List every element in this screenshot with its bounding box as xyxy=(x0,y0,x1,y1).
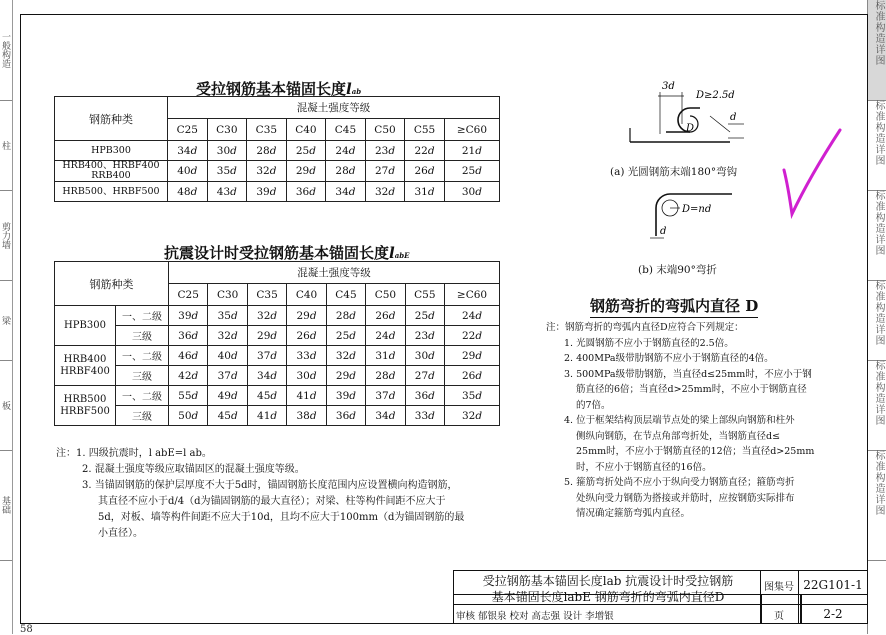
cell-value: 22d xyxy=(461,329,483,342)
grade-header: C40 xyxy=(287,284,326,306)
grade-header: C30 xyxy=(208,284,247,306)
note-line: 2. 混凝土强度等级应取锚固区的混凝土强度等级。 xyxy=(82,464,305,475)
bend-note-line: 25mm时，不应小于钢筋直径的12倍；当直径d>25mm xyxy=(576,446,815,457)
table-cell xyxy=(445,306,500,326)
cell-value: 23d xyxy=(374,144,396,157)
atlas-label: 图集号 xyxy=(764,582,794,593)
dim-D: D xyxy=(686,123,695,134)
table-cell xyxy=(326,306,365,326)
note-line: 其直径不应小于d/4（d为锚固钢筋的最大直径）；对梁、柱等构件间距不应大于 xyxy=(98,496,446,507)
table-cell xyxy=(445,366,500,386)
table-cell xyxy=(326,366,365,386)
rebar-type: HRB400 HRBF400 xyxy=(55,346,116,386)
cell-value: 27d xyxy=(414,369,435,382)
table-cell xyxy=(405,346,444,366)
note-line: 5d，对板、墙等构件间距不应大于10d，且均不应大于100mm（d为锚固钢筋的最 xyxy=(98,512,465,523)
cell-value: 35d xyxy=(461,389,483,402)
cell-value: 31d xyxy=(375,349,396,362)
page-number-tb: 2-2 xyxy=(823,607,843,621)
table-cell xyxy=(287,346,326,366)
dim-D-nd: D=nd xyxy=(682,204,712,215)
table-cell xyxy=(168,161,208,182)
cell-value: 25d xyxy=(414,309,435,322)
table-cell xyxy=(247,366,286,386)
table-cell xyxy=(208,346,247,366)
table-cell xyxy=(366,346,405,366)
table-cell xyxy=(208,386,247,406)
rebar-type: HPB300 xyxy=(55,141,168,161)
table-cell xyxy=(208,366,247,386)
table-cell xyxy=(326,346,365,366)
table-cell xyxy=(366,326,405,346)
table-cell xyxy=(286,141,326,161)
table-cell xyxy=(366,406,405,426)
cell-value: 32d xyxy=(461,409,483,422)
cell-value: 21d xyxy=(461,144,482,157)
table2-title-symbol: l xyxy=(389,244,395,262)
table-cell xyxy=(207,182,247,202)
table-cell xyxy=(247,182,287,202)
cell-value: 30d xyxy=(216,144,237,157)
rebar-type: HRB500 HRBF500 xyxy=(55,386,116,426)
cell-value: 22d xyxy=(414,144,435,157)
table2-title-text: 抗震设计时受拉钢筋基本锚固长度 xyxy=(164,244,390,262)
table1-row-header: 钢筋种类 xyxy=(55,97,168,141)
cell-value: 46d xyxy=(178,349,199,362)
bend-note-line: 筋直径的6倍；当直径d>25mm时，不应小于钢筋直径 xyxy=(576,384,807,395)
handwritten-checkmark xyxy=(778,124,848,224)
table-cell xyxy=(405,386,444,406)
cell-value: 40d xyxy=(177,165,198,177)
cell-value: 29d xyxy=(335,369,357,382)
table-cell xyxy=(169,386,208,406)
cell-value: 24d xyxy=(335,144,356,157)
bend-note-line: 情况确定箍筋弯弧内直径。 xyxy=(576,508,691,519)
table-row xyxy=(55,386,500,406)
table1-title-sub: ab xyxy=(351,87,362,96)
cell-value: 29d xyxy=(461,349,483,362)
grade-header: C55 xyxy=(405,284,444,306)
table2-title xyxy=(164,242,409,263)
bend-note-line: 时，不应小于钢筋直径的16倍。 xyxy=(576,461,712,473)
table-cell xyxy=(287,386,326,406)
cell-value: 40d xyxy=(217,349,238,362)
cell-value: 30d xyxy=(296,369,317,382)
cell-value: 39d xyxy=(178,309,199,322)
note-line: 3. 当锚固钢筋的保护层厚度不大于5d时，锚固钢筋长度范围内应设置横向构造钢筋， xyxy=(82,480,458,491)
table-cell xyxy=(286,161,326,182)
table-cell xyxy=(405,366,444,386)
table-cell xyxy=(405,406,444,426)
table-cell xyxy=(247,346,286,366)
cell-value: 32d xyxy=(335,349,357,362)
cell-value: 34d xyxy=(257,369,278,382)
cell-value: 24d xyxy=(375,329,396,342)
cell-value: 36d xyxy=(335,409,357,422)
table-cell xyxy=(405,141,445,161)
table-cell xyxy=(405,306,444,326)
cell-value: 34d xyxy=(335,185,356,198)
bend-note-line: 4. 位于框架结构顶层端节点处的梁上部纵向钢筋和柱外 xyxy=(564,415,795,426)
cell-value: 26d xyxy=(414,165,435,177)
page-label: 页 xyxy=(774,611,784,622)
right-tab-4[interactable]: 标准构造详图 xyxy=(868,280,886,361)
caption-b: (b) 末端90°弯折 xyxy=(638,264,717,276)
table1-basic-anchorage xyxy=(54,96,500,202)
cell-value: 39d xyxy=(335,389,357,402)
bend-notes xyxy=(546,320,814,522)
table-cell xyxy=(207,141,247,161)
grade-header: C50 xyxy=(365,119,405,141)
left-tab-4[interactable]: 梁 xyxy=(0,280,12,361)
table-cell xyxy=(365,161,405,182)
left-index-strip xyxy=(0,0,13,634)
cell-value: 41d xyxy=(257,409,278,422)
table2-title-sub: abE xyxy=(394,251,410,260)
table-cell xyxy=(405,326,444,346)
cell-value: 26d xyxy=(461,369,483,382)
table-cell xyxy=(444,141,499,161)
cell-value: 29d xyxy=(296,309,317,322)
table2-seismic-anchorage xyxy=(54,261,500,426)
cell-value: 32d xyxy=(374,185,396,198)
table-cell xyxy=(286,182,326,202)
cell-value: 28d xyxy=(256,144,277,157)
bend-note-line: 侧纵向钢筋，在节点角部弯折处，当钢筋直径d≤ xyxy=(576,430,781,442)
right-tab-6[interactable]: 标准构造详图 xyxy=(868,450,886,561)
table-cell xyxy=(326,141,366,161)
bend-title: 钢筋弯折的弯弧内直径 D xyxy=(590,295,758,318)
bend-note-line: 的7倍。 xyxy=(576,399,611,411)
table-cell xyxy=(208,326,247,346)
table-cell xyxy=(405,161,445,182)
rebar-type: HRB400、HRBF400 RRB400 xyxy=(55,161,168,182)
cell-value: 29d xyxy=(257,329,278,342)
cell-value: 23d xyxy=(414,329,435,342)
left-tab-6[interactable]: 基础 xyxy=(0,450,12,561)
cell-value: 33d xyxy=(296,349,317,362)
table1-group-header: 混凝土强度等级 xyxy=(168,97,500,119)
grade-header: ≥C60 xyxy=(444,119,499,141)
signoff-row: 审核 郁银泉 校对 高志强 设计 李增银 xyxy=(456,611,614,622)
rebar-type: HRB500、HRBF500 xyxy=(55,182,168,202)
cell-value: 32d xyxy=(256,165,277,177)
cell-value: 34d xyxy=(177,144,198,157)
table-cell xyxy=(287,406,326,426)
cell-value: 36d xyxy=(414,389,435,402)
bend-note-line: 1. 光圆钢筋不应小于钢筋直径的2.5倍。 xyxy=(564,337,734,349)
grade-header: C30 xyxy=(207,119,247,141)
table-cell xyxy=(247,406,286,426)
cell-value: 42d xyxy=(178,369,199,382)
page-number: 58 xyxy=(20,624,33,635)
grade-header: C50 xyxy=(366,284,405,306)
grade-header: C45 xyxy=(326,119,366,141)
cell-value: 26d xyxy=(296,329,317,342)
cell-value: 36d xyxy=(178,329,199,342)
table-cell xyxy=(169,306,208,326)
dim-d-ge: D≥2.5d xyxy=(696,90,735,101)
bend-note-line: 处纵向受力钢筋为搭接或并筋时，应按钢筋实际排布 xyxy=(576,492,795,504)
cell-value: 26d xyxy=(375,309,396,322)
grade-header: ≥C60 xyxy=(445,284,500,306)
cell-value: 37d xyxy=(375,389,396,402)
cell-value: 45d xyxy=(257,389,278,402)
table-cell xyxy=(247,306,286,326)
cell-value: 29d xyxy=(295,165,316,177)
grade-header: C55 xyxy=(405,119,445,141)
bend-note-line: 注：钢筋弯折的弯弧内直径D应符合下列规定： xyxy=(546,322,744,333)
dim-d-b: d xyxy=(660,226,667,237)
rebar-type: HPB300 xyxy=(55,306,116,346)
cell-value: 25d xyxy=(461,165,482,177)
table-cell xyxy=(366,386,405,406)
table1-title-symbol: l xyxy=(346,80,352,98)
table-cell xyxy=(287,306,326,326)
table-cell xyxy=(168,141,208,161)
titleblock-divider xyxy=(453,604,868,605)
table-row xyxy=(55,161,500,182)
table-cell xyxy=(287,326,326,346)
seismic-level: 三级 xyxy=(116,326,169,346)
anchorage-notes xyxy=(56,446,464,542)
left-tab-5[interactable]: 板 xyxy=(0,360,12,451)
table-row xyxy=(55,141,500,161)
table-row xyxy=(55,346,500,366)
table-row xyxy=(55,406,500,426)
right-tab-5[interactable]: 标准构造详图 xyxy=(868,360,886,451)
table-row xyxy=(55,326,500,346)
cell-value: 27d xyxy=(374,165,396,177)
table-cell xyxy=(326,182,366,202)
note-line: 注：1. 四级抗震时，l abE=l ab。 xyxy=(56,448,212,459)
cell-value: 37d xyxy=(217,369,238,382)
cell-value: 36d xyxy=(295,185,316,198)
table-cell xyxy=(444,182,499,202)
table-cell xyxy=(169,366,208,386)
cell-value: 31d xyxy=(414,185,435,198)
grade-header: C45 xyxy=(326,284,365,306)
table-cell xyxy=(365,182,405,202)
table-cell xyxy=(365,141,405,161)
table-cell xyxy=(445,406,500,426)
right-tab-2[interactable]: 标准构造详图 xyxy=(868,100,886,191)
cell-value: 34d xyxy=(375,409,396,422)
cell-value: 35d xyxy=(216,165,237,177)
cell-value: 45d xyxy=(217,409,238,422)
cell-value: 33d xyxy=(414,409,435,422)
table-cell xyxy=(247,386,286,406)
atlas-number: 22G101-1 xyxy=(803,578,863,592)
left-tab-2[interactable]: 柱 xyxy=(0,100,12,191)
table-cell xyxy=(445,386,500,406)
dim-3d: 3d xyxy=(662,81,675,92)
cell-value: 24d xyxy=(461,309,483,322)
bend-note-line: 5. 箍筋弯折处尚不应小于纵向受力钢筋直径；箍筋弯折 xyxy=(564,477,795,488)
table-cell xyxy=(366,306,405,326)
table-cell xyxy=(326,386,365,406)
grade-header: C25 xyxy=(169,284,208,306)
right-tab-3[interactable]: 标准构造详图 xyxy=(868,190,886,281)
cell-value: 28d xyxy=(335,165,356,177)
table-cell xyxy=(168,182,208,202)
table-cell xyxy=(326,406,365,426)
seismic-level: 一、二级 xyxy=(116,306,169,326)
cell-value: 35d xyxy=(217,309,238,322)
table-cell xyxy=(366,366,405,386)
cell-value: 37d xyxy=(257,349,278,362)
table2-group-header: 混凝土强度等级 xyxy=(169,262,500,284)
table-cell xyxy=(208,306,247,326)
seismic-level: 三级 xyxy=(116,366,169,386)
table-cell xyxy=(207,161,247,182)
seismic-level: 一、二级 xyxy=(116,346,169,366)
grade-header: C40 xyxy=(286,119,326,141)
table-cell xyxy=(405,182,445,202)
table-row xyxy=(55,306,500,326)
titleblock-title-line1: 受拉钢筋基本锚固长度lab 抗震设计时受拉钢筋 xyxy=(482,574,734,588)
right-tab-1[interactable]: 标准构造详图 xyxy=(868,0,886,101)
cell-value: 28d xyxy=(335,309,357,322)
cell-value: 41d xyxy=(296,389,317,402)
cell-value: 25d xyxy=(335,329,357,342)
cell-value: 39d xyxy=(256,185,277,198)
table-cell xyxy=(247,161,287,182)
table-cell xyxy=(326,161,366,182)
table-cell xyxy=(444,161,499,182)
table-row xyxy=(55,182,500,202)
cell-value: 55d xyxy=(178,389,199,402)
seismic-level: 一、二级 xyxy=(116,386,169,406)
bend-note-line: 2. 400MPa级带肋钢筋不应小于钢筋直径的4倍。 xyxy=(564,353,774,364)
table-cell xyxy=(445,346,500,366)
table-cell xyxy=(326,326,365,346)
cell-value: 25d xyxy=(295,144,316,157)
bend-note-line: 3. 500MPa级带肋钢筋，当直径d≤25mm时，不应小于钢 xyxy=(564,368,812,380)
cell-value: 30d xyxy=(461,185,482,198)
seismic-level: 三级 xyxy=(116,406,169,426)
table-cell xyxy=(247,326,286,346)
cell-value: 28d xyxy=(375,369,396,382)
table-cell xyxy=(247,141,287,161)
cell-value: 32d xyxy=(257,309,278,322)
table-cell xyxy=(287,366,326,386)
grade-header: C35 xyxy=(247,284,286,306)
table-cell xyxy=(169,346,208,366)
dim-d-a: d xyxy=(730,112,737,123)
cell-value: 50d xyxy=(178,409,199,422)
cell-value: 30d xyxy=(414,349,435,362)
note-line: 小直径）。 xyxy=(98,528,143,539)
caption-a: (a) 光圆钢筋末端180°弯钩 xyxy=(610,166,738,178)
cell-value: 48d xyxy=(177,185,198,198)
cell-value: 43d xyxy=(216,185,237,198)
table-cell xyxy=(445,326,500,346)
table-cell xyxy=(208,406,247,426)
titleblock-title-line2: 基本锚固长度labE 钢筋弯折的弯弧内直径D xyxy=(491,590,725,604)
cell-value: 49d xyxy=(217,389,238,402)
cell-value: 32d xyxy=(217,329,238,342)
table1-title-text: 受拉钢筋基本锚固长度 xyxy=(196,80,347,98)
table2-row-header: 钢筋种类 xyxy=(55,262,169,306)
checkmark-stroke xyxy=(784,130,840,214)
table-row xyxy=(55,366,500,386)
left-tab-1[interactable]: 一般构造 xyxy=(0,0,12,101)
cell-value: 38d xyxy=(296,409,317,422)
grade-header: C25 xyxy=(168,119,208,141)
right-index-strip xyxy=(867,0,886,634)
table-cell xyxy=(169,326,208,346)
left-tab-3[interactable]: 剪力墙 xyxy=(0,190,12,281)
grade-header: C35 xyxy=(247,119,287,141)
table-cell xyxy=(169,406,208,426)
